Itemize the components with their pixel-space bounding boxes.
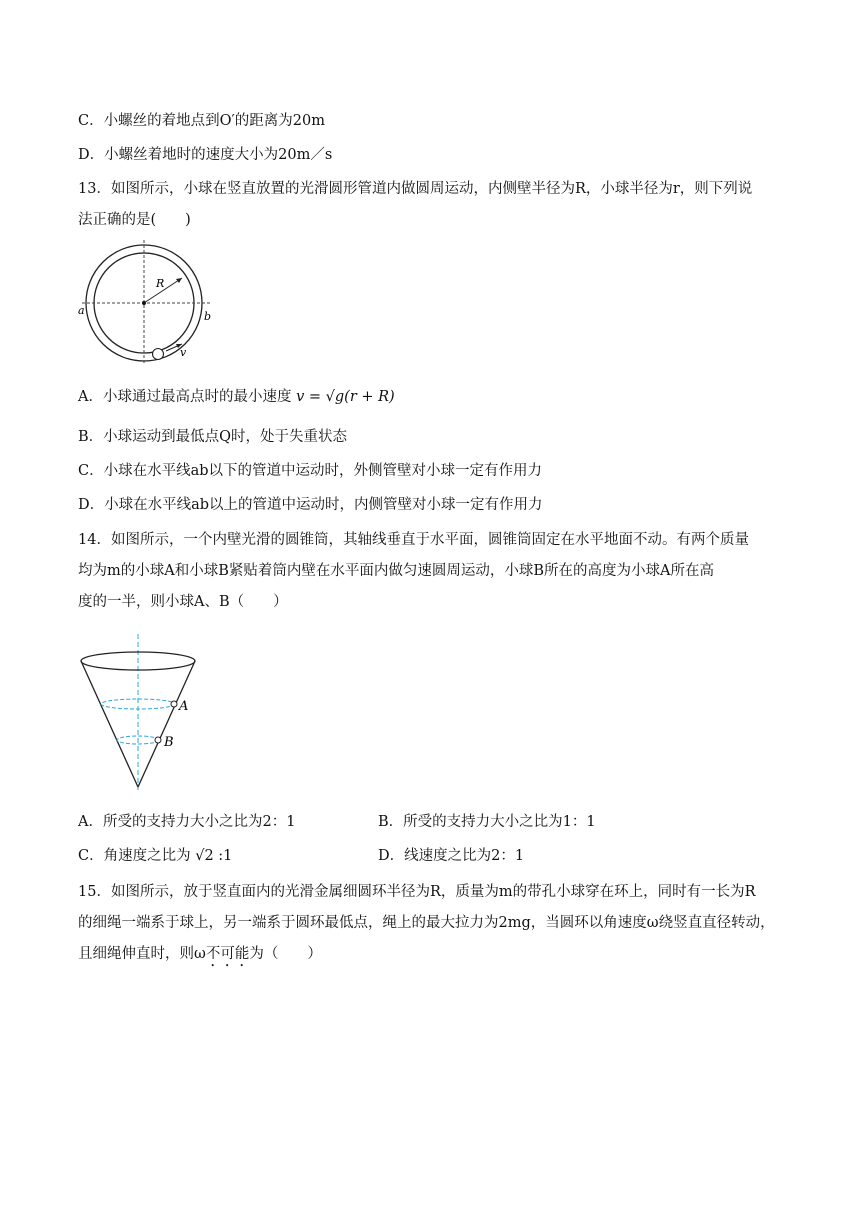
q12-option-c: C．小螺丝的着地点到O′的距离为20m xyxy=(78,113,325,129)
q14-stem-line-2: 均为m的小球A和小球B紧贴着筒内壁在水平面内做匀速圆周运动，小球B所在的高度为小球A所在高 xyxy=(78,563,714,579)
q13-option-d: D．小球在水平线ab以上的管道中运动时，内侧管壁对小球一定有作用力 xyxy=(78,497,543,513)
q14-option-d: D．线速度之比为2：1 xyxy=(378,848,525,864)
q13-stem xyxy=(78,174,784,236)
q14-option-b: B．所受的支持力大小之比为1：1 xyxy=(378,814,596,830)
q13-label-b: b xyxy=(204,310,212,323)
q13-label-r: R xyxy=(156,277,165,290)
q15-emphasis: 不可能 xyxy=(205,946,250,962)
q14-label-a: A xyxy=(179,699,189,714)
q15-stem-line-1: 15．如图所示，放于竖直面内的光滑金属细圆环半径为R，质量为m的带孔小球穿在环上，同时有一长为R xyxy=(78,884,756,900)
q14-ball-a xyxy=(171,701,177,707)
q13-label-a: a xyxy=(78,304,85,317)
q14-figure-cone xyxy=(78,634,208,794)
q14-stem-line-3: 度的一半，则小球A、B（ ） xyxy=(78,594,288,610)
q12-option-d: D．小螺丝着地时的速度大小为20m／s xyxy=(78,147,333,163)
q14-ball-b xyxy=(155,737,161,743)
q13-option-a-formula: v = √g(r + R) xyxy=(296,389,395,405)
q13-ball xyxy=(153,349,164,360)
q14-option-c: C．角速度之比为 √2 :1 xyxy=(78,848,233,864)
q15-stem-line-2: 的细绳一端系于球上，另一端系于圆环最低点，绳上的最大拉力为2mg，当圆环以角速度ω绕竖直直径转动， xyxy=(78,915,775,931)
q13-option-b: B．小球运动到最低点Q时，处于失重状态 xyxy=(78,429,348,445)
q13-stem-line-2: 法正确的是( ) xyxy=(78,212,191,228)
q15-stem xyxy=(78,877,784,970)
q13-option-a: A．小球通过最高点时的最小速度 v = √g(r + R) xyxy=(78,389,395,405)
q13-stem-line-1: 13．如图所示，小球在竖直放置的光滑圆形管道内做圆周运动，内侧壁半径为R，小球半径为r，则下列说 xyxy=(78,181,753,197)
q13-label-v: v xyxy=(180,346,187,359)
q14-stem-line-1: 14．如图所示，一个内壁光滑的圆锥筒，其轴线垂直于水平面，圆锥筒固定在水平地面不动。有两个质量 xyxy=(78,532,749,548)
q14-stem xyxy=(78,525,784,618)
q14-option-c-value: √2 :1 xyxy=(195,848,233,864)
q14-option-a: A．所受的支持力大小之比为2：1 xyxy=(78,814,296,830)
q14-label-b: B xyxy=(164,735,174,750)
q13-option-c: C．小球在水平线ab以下的管道中运动时，外侧管壁对小球一定有作用力 xyxy=(78,463,543,479)
q13-figure-ring xyxy=(76,240,222,366)
q15-stem-line-3: 且细绳伸直时，则ω不可能为（ ） xyxy=(78,946,322,962)
